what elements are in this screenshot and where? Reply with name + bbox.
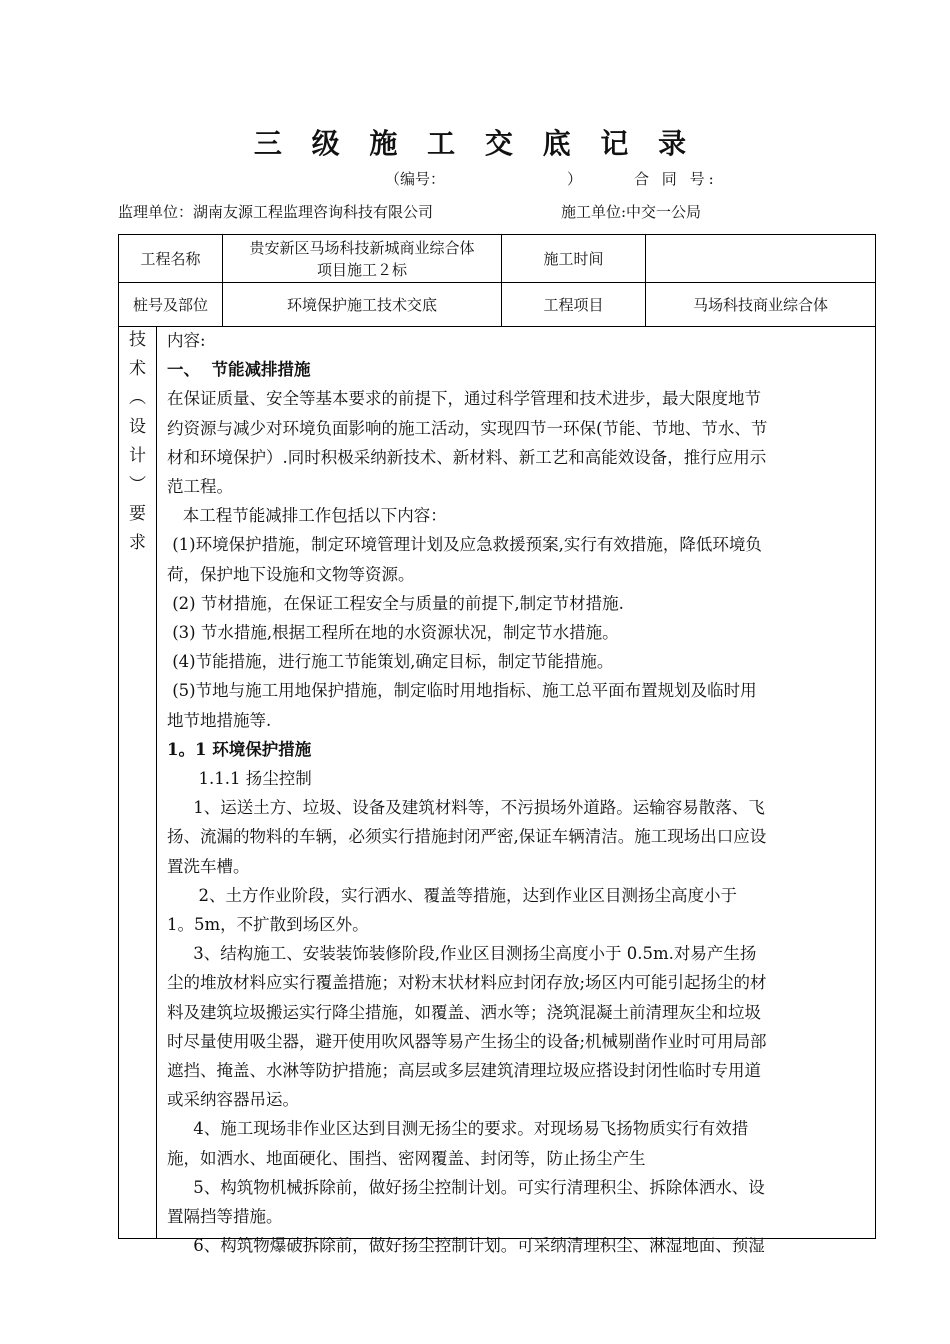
content-line: 内容: xyxy=(167,331,206,350)
content-line: 5、构筑物机械拆除前，做好扬尘控制计划。可实行清理积尘、拆除体洒水、设 xyxy=(167,1177,765,1197)
content-line: 1。1 环境保护措施 xyxy=(167,739,312,759)
time-label: 施工时间 xyxy=(502,235,646,283)
contractor-unit: 施工单位:中交一公局 xyxy=(561,203,702,221)
content-line: 2、土方作业阶段，实行洒水、覆盖等措施，达到作业区目测扬尘高度小于 xyxy=(167,885,737,905)
contract-label: 合 同 号: xyxy=(634,170,718,188)
document-title: 三 级 施 工 交 底 记 录 xyxy=(253,127,697,160)
side-char: 要 xyxy=(129,504,146,524)
content-line: (3) 节水措施,根据工程所在地的水资源状况，制定节水措施。 xyxy=(167,623,619,643)
content-line: (2) 节材措施，在保证工程安全与质量的前提下,制定节材措施. xyxy=(167,593,624,613)
item-label: 工程项目 xyxy=(502,283,646,327)
project-name-label: 工程名称 xyxy=(119,235,223,283)
side-char: ︶ xyxy=(129,475,146,495)
pile-value: 环境保护施工技术交底 xyxy=(223,283,502,327)
content-line: 3、结构施工、安装装饰装修阶段,作业区目测扬尘高度小于 0.5m.对易产生扬 xyxy=(167,944,757,964)
content-line: 遮挡、掩盖、水淋等防护措施；高层或多层建筑清理垃圾应搭设封闭性临时专用道 xyxy=(167,1061,761,1081)
content-box xyxy=(118,326,876,1256)
content-line: 料及建筑垃圾搬运实行降尘措施，如覆盖、洒水等；浇筑混凝土前清理灰尘和垃圾 xyxy=(167,1002,761,1022)
content-line: 尘的堆放材料应实行覆盖措施；对粉末状材料应封闭存放;场区内可能引起扬尘的材 xyxy=(167,973,767,993)
content-text xyxy=(167,326,867,1261)
supervisor-unit: 监理单位：湖南友源工程监理咨询科技有限公司 xyxy=(118,203,434,221)
content-line: 在保证质量、安全等基本要求的前提下，通过科学管理和技术进步，最大限度地节 xyxy=(167,389,761,409)
item-value: 马场科技商业综合体 xyxy=(646,283,876,327)
content-line: 荷，保护地下设施和文物等资源。 xyxy=(167,564,415,584)
pile-label: 桩号及部位 xyxy=(119,283,223,327)
content-line: 1、运送土方、垃圾、设备及建筑材料等，不污损场外道路。运输容易散落、飞 xyxy=(167,798,765,818)
content-line: 范工程。 xyxy=(167,477,233,497)
content-line: 一、 节能减排措施 xyxy=(167,360,311,380)
serial-close: ） xyxy=(567,170,583,188)
content-line: 6、构筑物爆破拆除前，做好扬尘控制计划。可采纳清理积尘、淋湿地面、预湿 xyxy=(167,1236,765,1256)
content-line: 本工程节能减排工作包括以下内容： xyxy=(167,506,447,526)
time-value xyxy=(646,235,876,283)
content-line: 或采纳容器吊运。 xyxy=(167,1090,299,1110)
header-table xyxy=(118,234,876,327)
content-line: 1.1.1 扬尘控制 xyxy=(167,769,312,789)
content-line: 材和环境保护）.同时积极采纳新技术、新材料、新工艺和高能效设备，推行应用示 xyxy=(167,447,767,467)
project-name-line2: 项目施工２标 xyxy=(316,260,407,279)
side-char: 术 xyxy=(129,359,146,379)
side-char: ︵ xyxy=(129,388,146,408)
side-char: 设 xyxy=(129,417,146,437)
content-line: 1。5m，不扩散到场区外。 xyxy=(167,915,369,935)
side-char: 计 xyxy=(129,446,146,466)
project-name-line1: 贵安新区马场科技新城商业综合体 xyxy=(249,238,475,257)
serial-label: （编号： xyxy=(385,170,446,188)
content-line: 4、施工现场非作业区达到目测无扬尘的要求。对现场易飞扬物质实行有效措 xyxy=(167,1119,749,1139)
content-line: (1)环境保护措施，制定环境管理计划及应急救援预案,实行有效措施，降低环境负 xyxy=(167,535,762,555)
content-line: 置洗车槽。 xyxy=(167,856,250,876)
project-name-value xyxy=(223,235,502,283)
side-label xyxy=(119,326,157,1238)
content-line: (5)节地与施工用地保护措施，制定临时用地指标、施工总平面布置规划及临时用 xyxy=(167,681,757,701)
serial-number-row xyxy=(385,168,724,189)
content-line: 施，如洒水、地面硬化、围挡、密网覆盖、封闭等，防止扬尘产生 xyxy=(167,1148,646,1168)
content-line: 扬、流漏的物料的车辆，必须实行措施封闭严密,保证车辆清洁。施工现场出口应设 xyxy=(167,827,767,847)
side-char: 求 xyxy=(129,533,146,553)
content-line: 约资源与减少对环境负面影响的施工活动，实现四节一环保(节能、节地、节水、节 xyxy=(167,418,768,438)
content-line: 置隔挡等措施。 xyxy=(167,1207,283,1227)
content-line: 地节地措施等. xyxy=(167,710,272,730)
content-line: (4)节能措施，进行施工节能策划,确定目标，制定节能措施。 xyxy=(167,652,614,672)
side-char: 技 xyxy=(129,330,146,350)
content-line: 时尽量使用吸尘器，避开使用吹风器等易产生扬尘的设备;机械剔凿作业时可用局部 xyxy=(167,1031,767,1051)
